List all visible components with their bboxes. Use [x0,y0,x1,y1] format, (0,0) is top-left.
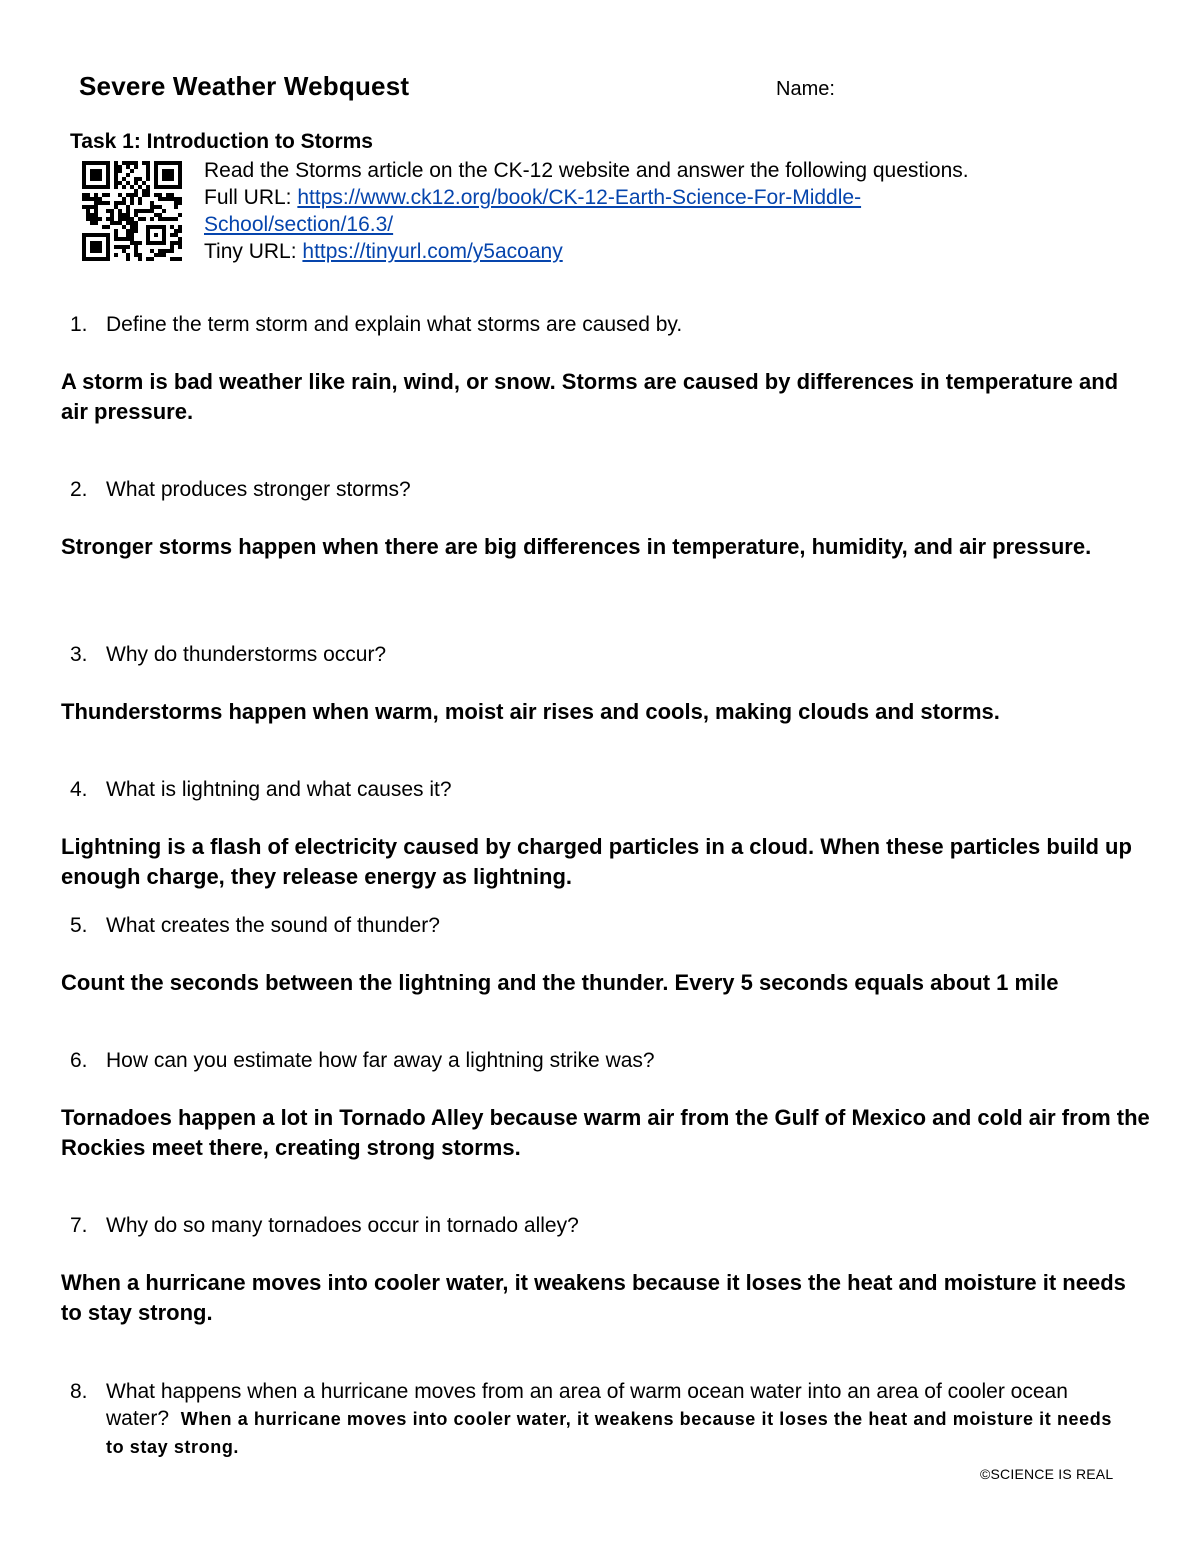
answer-4: Lightning is a flash of electricity caused by charged particles in a cloud. When these particles build up enough charge, they release energy as lightning. [61,834,1132,889]
question-text: What creates the sound of thunder? [106,914,440,937]
tiny-url-line [204,238,1084,265]
answer-3: Thunderstorms happen when warm, moist air rises and cools, making clouds and storms. [61,699,1000,724]
question-text: How can you estimate how far away a lightning strike was? [106,1049,655,1072]
full-url-line-2 [204,211,1084,238]
question-text: Why do so many tornadoes occur in tornado alley? [106,1214,579,1237]
question-number: 2. [70,478,88,501]
answer-8: When a hurricane moves into cooler water, it weakens because it loses the heat and moisture it needs to stay strong. [106,1409,1112,1457]
question-4 [70,776,452,803]
page-title: Severe Weather Webquest [79,71,410,101]
full-url-link-continued[interactable]: School/section/16.3/ [204,213,394,236]
question-3 [70,641,386,668]
tiny-url-label: Tiny URL: [204,240,303,263]
question-number: 5. [70,914,88,937]
question-text: What is lightning and what causes it? [106,778,452,801]
question-2 [70,476,411,503]
question-number: 6. [70,1049,88,1072]
answer-1: A storm is bad weather like rain, wind, or snow. Storms are caused by differences in temperature and air pressure. [61,369,1119,424]
question-text: What produces stronger storms? [106,478,411,501]
question-1 [70,311,682,338]
answer-7: When a hurricane moves into cooler water, it weakens because it loses the heat and moisture it needs to stay strong. [61,1270,1126,1325]
full-url-link[interactable]: https://www.ck12.org/book/CK-12-Earth-Science-For-Middle- [297,186,862,209]
copyright-footer: ©SCIENCE IS REAL [980,1466,1114,1482]
qr-code-icon [82,161,182,261]
instructions-text: Read the Storms article on the CK-12 website and answer the following questions. [204,159,969,182]
question-number: 3. [70,643,88,666]
question-7 [70,1212,579,1239]
answer-2: Stronger storms happen when there are big differences in temperature, humidity, and air pressure. [61,534,1092,559]
task-instructions [204,157,1084,265]
question-text: Why do thunderstorms occur? [106,643,387,666]
answer-5: Count the seconds between the lightning and the thunder. Every 5 seconds equals about 1 mile [61,970,1059,995]
answer-6: Tornadoes happen a lot in Tornado Alley because warm air from the Gulf of Mexico and cold air from the Rockies meet there, creating strong storms. [61,1105,1150,1160]
question-text: What happens when a hurricane moves from an area of warm ocean water into an area of cooler ocean water? [106,1380,1068,1430]
tiny-url-link[interactable]: https://tinyurl.com/y5acoany [302,240,563,263]
name-label: Name: [776,78,835,100]
question-text: Define the term storm and explain what storms are caused by. [106,313,683,336]
full-url-label: Full URL: [204,186,298,209]
question-number: 4. [70,778,88,801]
question-6 [70,1047,655,1074]
question-number: 7. [70,1214,88,1237]
full-url-line [204,184,1084,211]
question-5 [70,912,440,939]
task-heading: Task 1: Introduction to Storms [70,130,373,153]
question-number: 1. [70,313,88,336]
question-8 [70,1378,1130,1461]
question-number: 8. [70,1380,88,1403]
